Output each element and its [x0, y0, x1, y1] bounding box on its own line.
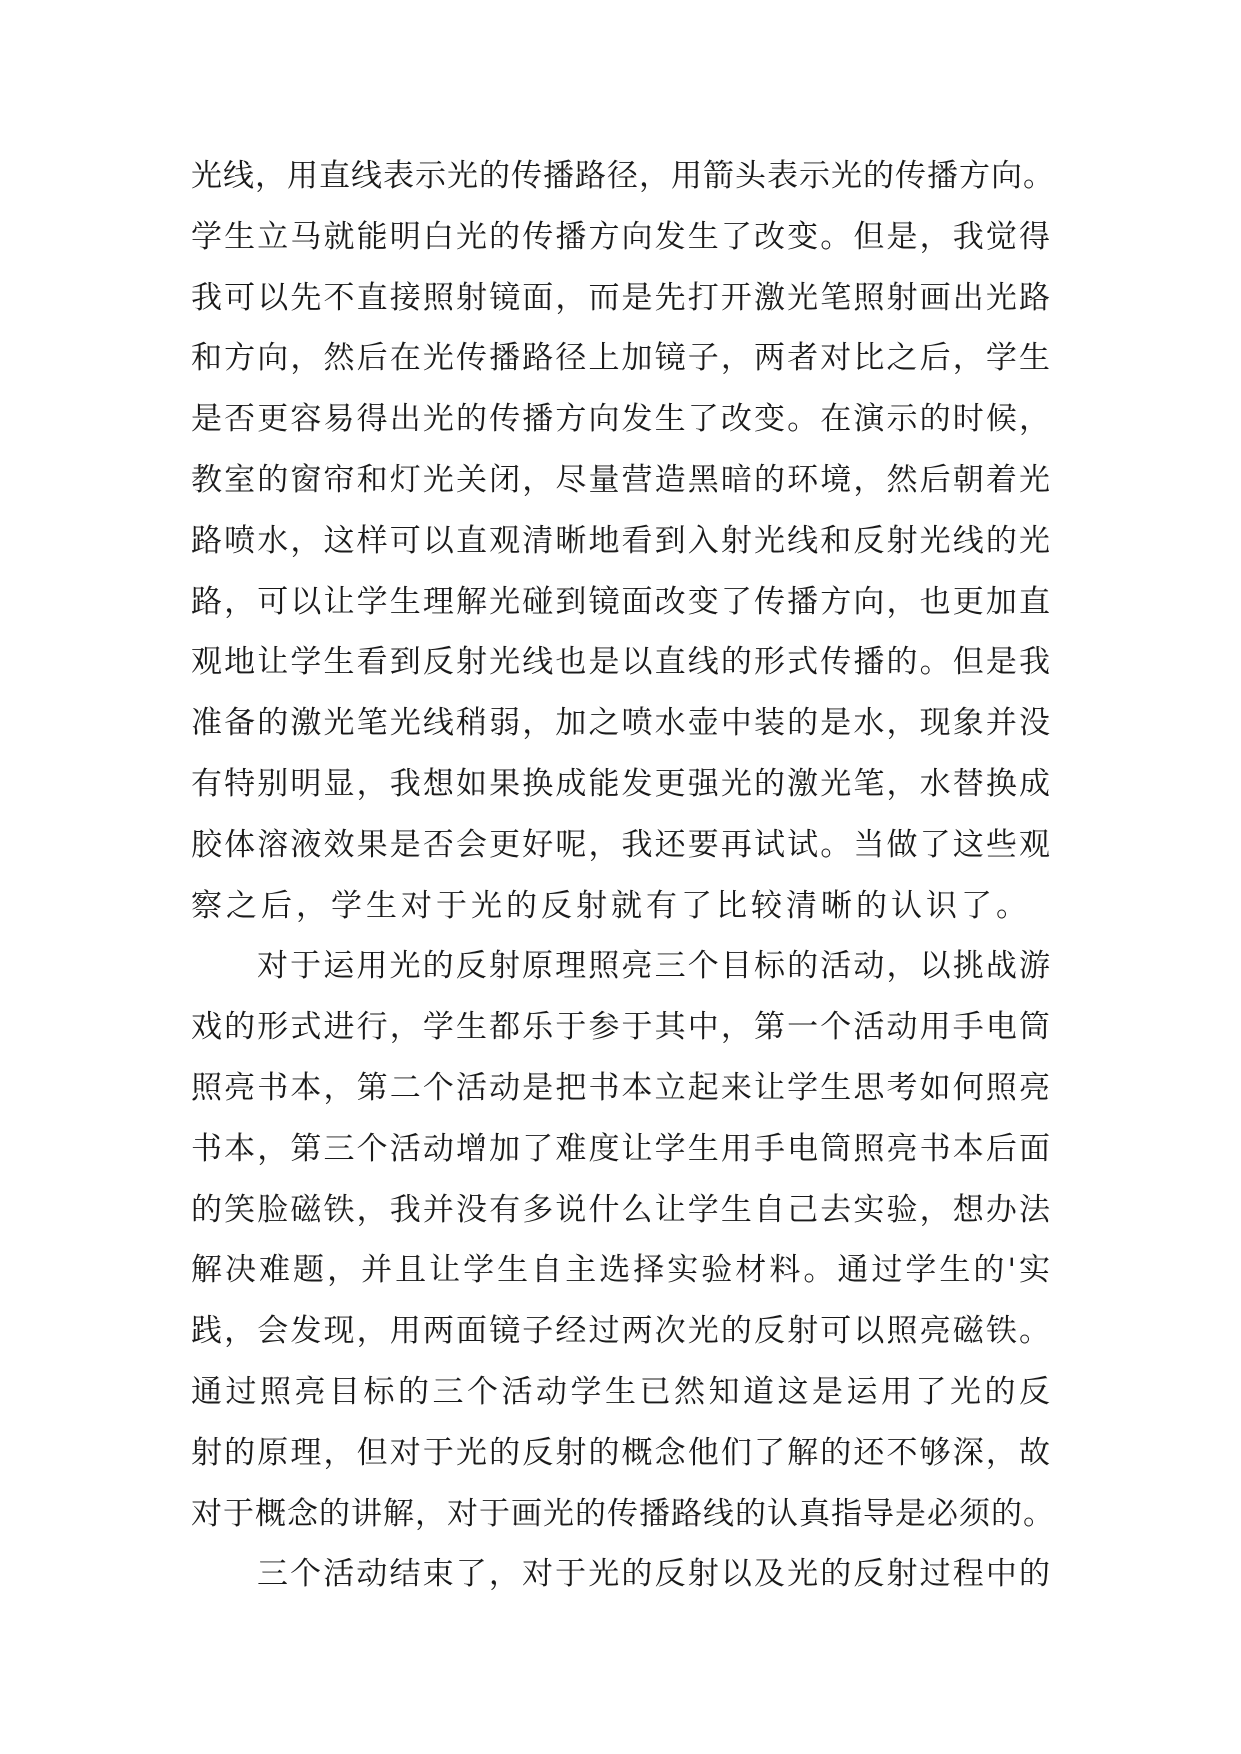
- document-body: [191, 146, 1055, 1605]
- text-line: 对于概念的讲解，对于画光的传播路线的认真指导是必须的。: [191, 1495, 1055, 1532]
- text-line: 是否更容易得出光的传播方向发生了改变。在演示的时候，: [191, 401, 1051, 438]
- text-line: 有特别明显，我想如果换成能发更强光的激光笔，水替换成: [191, 765, 1051, 802]
- text-line: 解决难题，并且让学生自主选择实验材料。通过学生的'实: [191, 1252, 1051, 1289]
- paragraph-2: [191, 936, 1055, 1544]
- text-line: 路喷水，这样可以直观清晰地看到入射光线和反射光线的光: [191, 522, 1051, 559]
- text-line: 教室的窗帘和灯光关闭，尽量营造黑暗的环境，然后朝着光: [191, 461, 1051, 498]
- text-line: 准备的激光笔光线稍弱，加之喷水壶中装的是水，现象并没: [191, 705, 1051, 742]
- text-line: 射的原理，但对于光的反射的概念他们了解的还不够深，故: [191, 1434, 1051, 1471]
- text-line: 胶体溶液效果是否会更好呢，我还要再试试。当做了这些观: [191, 826, 1051, 863]
- text-line: 观地让学生看到反射光线也是以直线的形式传播的。但是我: [191, 644, 1051, 681]
- paragraph-3: [191, 1544, 1051, 1605]
- text-line: 书本，第三个活动增加了难度让学生用手电筒照亮书本后面: [191, 1130, 1051, 1167]
- text-line: 通过照亮目标的三个活动学生已然知道这是运用了光的反: [191, 1373, 1051, 1410]
- text-line: 察之后，学生对于光的反射就有了比较清晰的认识了。: [191, 887, 1031, 924]
- text-line: 的笑脸磁铁，我并没有多说什么让学生自己去实验，想办法: [191, 1191, 1051, 1228]
- text-line: 践，会发现，用两面镜子经过两次光的反射可以照亮磁铁。: [191, 1313, 1051, 1350]
- text-line: 戏的形式进行，学生都乐于参于其中，第一个活动用手电筒: [191, 1009, 1051, 1046]
- text-line: 三个活动结束了，对于光的反射以及光的反射过程中的: [257, 1556, 1051, 1593]
- text-line: 学生立马就能明白光的传播方向发生了改变。但是，我觉得: [191, 218, 1051, 255]
- text-line: 路，可以让学生理解光碰到镜面改变了传播方向，也更加直: [191, 583, 1051, 620]
- text-line: 我可以先不直接照射镜面，而是先打开激光笔照射画出光路: [191, 279, 1051, 316]
- text-line: 照亮书本，第二个活动是把书本立起来让学生思考如何照亮: [191, 1069, 1051, 1106]
- paragraph-1: [191, 146, 1055, 936]
- text-line: 光线，用直线表示光的传播路径，用箭头表示光的传播方向。: [191, 158, 1055, 194]
- text-line: 对于运用光的反射原理照亮三个目标的活动，以挑战游: [257, 948, 1051, 985]
- text-line: 和方向，然后在光传播路径上加镜子，两者对比之后，学生: [191, 340, 1051, 377]
